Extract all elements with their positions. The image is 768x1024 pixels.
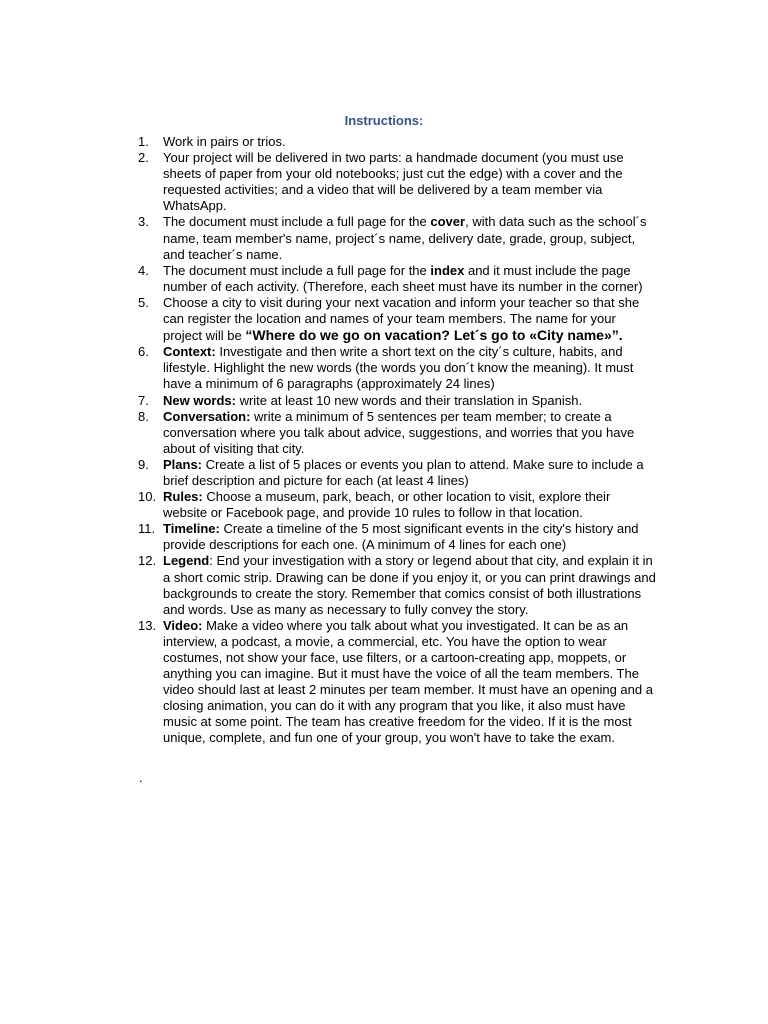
item-text-line [163, 570, 658, 586]
instruction-item [138, 393, 658, 409]
item-text-line [163, 214, 658, 230]
item-text-segment: , with data such as the school´s [465, 214, 647, 230]
item-keyword: Video: [163, 617, 203, 633]
item-number: 9. [138, 456, 149, 472]
item-text-line [163, 586, 658, 602]
item-text-line [163, 553, 658, 569]
item-text [163, 214, 658, 262]
item-text [163, 295, 658, 344]
item-text-segment: write a minimum of 5 sentences per team member; to create a [250, 408, 612, 424]
item-text-segment: backgrounds to create the story. Remember that comics consist of both illustrations [163, 585, 642, 601]
instruction-item [138, 489, 658, 521]
item-text-line [163, 166, 658, 182]
item-text-line [163, 505, 658, 521]
item-text-segment: Choose a museum, park, beach, or other location to visit, explore their [202, 489, 611, 505]
item-text-segment: provide descriptions for each one. (A minimum of 4 lines for each one) [163, 537, 567, 553]
trailing-mark: . [139, 770, 143, 785]
item-text [163, 553, 658, 617]
item-text-segment: sheets of paper from your old notebooks; just cut the edge) with a cover and the [163, 166, 623, 182]
item-text-line [163, 279, 658, 295]
instructions-title: Instructions: [344, 113, 424, 128]
item-keyword: Legend [163, 553, 210, 569]
item-text-segment: : End your investigation with a story or legend about that city, and explain it in [209, 553, 653, 569]
item-number: 5. [138, 294, 149, 310]
item-text-line [163, 457, 658, 473]
item-text-line [163, 682, 658, 698]
item-keyword: cover [430, 214, 466, 230]
item-text-line [163, 441, 658, 457]
item-text-segment: number of each activity. (Therefore, each sheet must have its number in the corner) [163, 278, 643, 294]
item-text-segment: can register the location and names of your team members. The name for your [163, 311, 616, 327]
item-text-line [163, 263, 658, 279]
item-keyword: Plans: [163, 456, 203, 472]
item-number: 1. [138, 134, 149, 149]
item-number: 3. [138, 214, 149, 230]
item-text-segment: closing animation, you can do it with any program that you like, it also must have [163, 698, 626, 714]
instruction-item [138, 457, 658, 489]
item-number: 2. [138, 150, 149, 166]
instruction-item [138, 263, 658, 295]
item-text-line [163, 360, 658, 376]
item-number: 12. [138, 553, 157, 569]
item-text-line [163, 521, 658, 537]
item-text-segment: WhatsApp. [163, 198, 227, 214]
item-text-segment: costumes, not show your face, use filters, or a cartoon-creating app, moppets, or [163, 650, 627, 665]
item-text-segment: music at some point. The team has creative freedom for the video. If it is the most [163, 714, 632, 730]
instruction-item [138, 409, 658, 457]
project-title: “Where do we go on vacation? Let´s go to «City name»”. [245, 327, 623, 344]
item-text-line [163, 409, 658, 425]
item-text [163, 489, 658, 521]
item-text-segment: website or Facebook page, and provide 10 rules to follow in that location. [163, 505, 583, 521]
item-text-segment: lifestyle. Highlight the new words (the words you don´t know the meaning). It must [163, 360, 634, 376]
item-text-line [163, 311, 658, 327]
item-text-line [163, 666, 658, 682]
item-text-line [163, 618, 658, 634]
item-text-segment: have a minimum of 6 paragraphs (approximately 24 lines) [163, 376, 495, 392]
item-text-line [163, 473, 658, 489]
instruction-item [138, 553, 658, 617]
item-text-segment: Your project will be delivered in two parts: a handmade document (you must use [163, 150, 624, 166]
item-text-line [163, 247, 658, 263]
item-number: 7. [138, 392, 149, 408]
item-text-line [163, 198, 658, 214]
item-text [163, 134, 658, 150]
item-text-segment: and teacher´s name. [163, 246, 283, 262]
item-text-segment: Create a timeline of the 5 most significant events in the city's history and [219, 521, 639, 537]
item-keyword: Conversation: [163, 408, 251, 424]
item-text [163, 393, 658, 409]
item-text-segment: unique, complete, and fun one of your group, you won't have to take the exam. [163, 730, 615, 746]
item-number: 8. [138, 408, 149, 424]
item-text-segment: a short comic strip. Drawing can be done if you enjoy it, or you can print drawings and [163, 569, 656, 585]
item-text-segment: The document must include a full page for the [163, 214, 431, 230]
item-text-line [163, 425, 658, 441]
item-text-line [163, 182, 658, 198]
item-number: 4. [138, 262, 149, 278]
item-number: 10. [138, 489, 157, 505]
item-text-segment: video should last at least 2 minutes per team member. It must have an opening and a [163, 682, 653, 698]
item-text-segment: Investigate and then write a short text on the city´s culture, habits, and [215, 344, 623, 360]
item-text-line [163, 489, 658, 505]
item-text-segment: Create a list of 5 places or events you plan to attend. Make sure to include a [202, 456, 644, 472]
item-text-line [163, 295, 658, 311]
item-text-segment: write at least 10 new words and their translation in Spanish. [235, 392, 583, 408]
item-number: 11. [138, 521, 156, 537]
instruction-item [138, 344, 658, 392]
instruction-item [138, 150, 658, 214]
item-text-segment: and words. Use as many as necessary to fully convey the story. [163, 601, 529, 617]
item-text-segment: brief description and picture for each (at least 4 lines) [163, 472, 469, 488]
item-text-line [163, 602, 658, 618]
item-text-segment: Work in pairs or trios. [163, 134, 286, 149]
item-text [163, 457, 658, 489]
item-keyword: Timeline: [163, 521, 220, 537]
item-text-line [163, 730, 658, 746]
item-text-line [163, 376, 658, 392]
item-keyword: New words: [163, 392, 236, 408]
item-text-line [163, 537, 658, 553]
item-text-segment: name, team member's name, project´s name, delivery date, grade, group, subject, [163, 230, 636, 246]
item-text-segment: The document must include a full page for the [163, 262, 431, 278]
instruction-item [138, 295, 658, 344]
item-text-segment: requested activities; and a video that will be delivered by a team member via [163, 182, 603, 198]
item-text-segment: and it must include the page [464, 262, 631, 278]
item-text-segment: interview, a podcast, a movie, a commercial, etc. You have the option to wear [163, 633, 607, 649]
item-text [163, 263, 658, 295]
item-text-line [163, 393, 658, 409]
item-text [163, 150, 658, 214]
item-text-line [163, 344, 658, 360]
instructions-list [138, 134, 658, 747]
item-text-line [163, 231, 658, 247]
item-text-line [163, 714, 658, 730]
instruction-item [138, 521, 658, 553]
item-text-segment: about of visiting that city. [163, 440, 305, 456]
item-text [163, 409, 658, 457]
item-text-segment: conversation where you talk about advice, suggestions, and worries that you have [163, 424, 635, 440]
item-text-segment: project will be [163, 328, 246, 344]
item-text-line [163, 650, 658, 666]
instruction-item [138, 214, 658, 262]
item-text-segment: anything you can imagine. But it must have the voice of all the team members. The [163, 666, 639, 682]
item-text-line [163, 150, 658, 166]
item-text-line [163, 698, 658, 714]
item-keyword: Context: [163, 344, 216, 360]
item-text-line [163, 327, 658, 344]
item-text-segment: Choose a city to visit during your next vacation and inform your teacher so that she [163, 294, 640, 310]
item-text [163, 521, 658, 553]
item-text [163, 618, 658, 747]
item-text [163, 344, 658, 392]
item-text-segment: Make a video where you talk about what you investigated. It can be as an [202, 617, 629, 633]
instruction-item [138, 618, 658, 747]
item-keyword: index [430, 262, 465, 278]
item-number: 6. [138, 344, 149, 360]
item-text-line [163, 134, 658, 150]
item-number: 13. [138, 617, 157, 633]
item-keyword: Rules: [163, 489, 203, 505]
item-text-line [163, 634, 658, 650]
instruction-item [138, 134, 658, 150]
